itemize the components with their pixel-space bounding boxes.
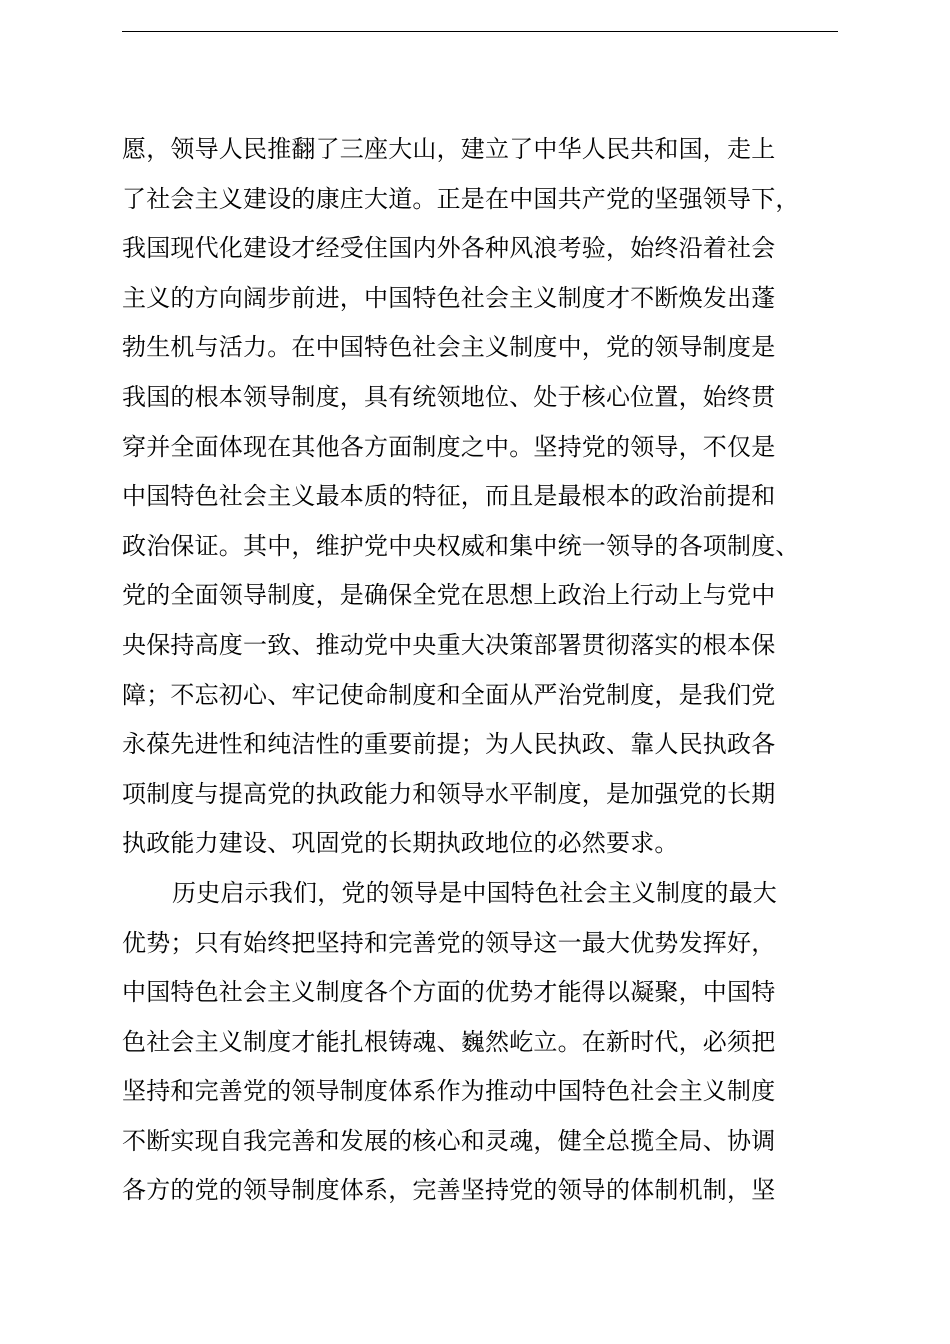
text-line: 我国的根本领导制度，具有统领地位、处于核心位置，始终贯: [122, 382, 776, 411]
text-line: 穿并全面体现在其他各方面制度之中。坚持党的领导，不仅是: [122, 432, 776, 461]
text-line: 各方的党的领导制度体系，完善坚持党的领导的体制机制，坚: [122, 1176, 776, 1205]
paragraph-first-line: 历史启示我们，党的领导是中国特色社会主义制度的最大: [172, 878, 777, 907]
text-line: 永葆先进性和纯洁性的重要前提；为人民执政、靠人民执政各: [122, 730, 776, 759]
text-line: 了社会主义建设的康庄大道。正是在中国共产党的坚强领导下，: [122, 184, 800, 213]
text-line: 优势；只有始终把坚持和完善党的领导这一最大优势发挥好，: [122, 928, 776, 957]
text-line: 执政能力建设、巩固党的长期执政地位的必然要求。: [122, 829, 679, 858]
text-line: 央保持高度一致、推动党中央重大决策部署贯彻落实的根本保: [122, 630, 776, 659]
text-line: 愿，领导人民推翻了三座大山，建立了中华人民共和国，走上: [122, 135, 776, 163]
text-line: 主义的方向阔步前进，中国特色社会主义制度才不断焕发出蓬: [122, 283, 776, 312]
text-line: 项制度与提高党的执政能力和领导水平制度，是加强党的长期: [122, 779, 776, 808]
header-rule: [122, 31, 838, 32]
text-line: 不断实现自我完善和发展的核心和灵魂，健全总揽全局、协调: [122, 1126, 776, 1155]
text-line: 坚持和完善党的领导制度体系作为推动中国特色社会主义制度: [122, 1077, 776, 1106]
text-line: 党的全面领导制度，是确保全党在思想上政治上行动上与党中: [122, 581, 776, 610]
text-line: 色社会主义制度才能扎根铸魂、巍然屹立。在新时代，必须把: [122, 1027, 776, 1056]
text-line: 中国特色社会主义制度各个方面的优势才能得以凝聚，中国特: [122, 978, 776, 1007]
text-line: 障；不忘初心、牢记使命制度和全面从严治党制度，是我们党: [122, 680, 776, 709]
text-line: 我国现代化建设才经受住国内外各种风浪考验，始终沿着社会: [122, 234, 776, 263]
document-body: [122, 125, 852, 1216]
text-line: 中国特色社会主义最本质的特征，而且是最根本的政治前提和: [122, 482, 776, 511]
text-line: 政治保证。其中，维护党中央权威和集中统一领导的各项制度、: [122, 531, 800, 560]
text-line: 勃生机与活力。在中国特色社会主义制度中，党的领导制度是: [122, 333, 776, 362]
